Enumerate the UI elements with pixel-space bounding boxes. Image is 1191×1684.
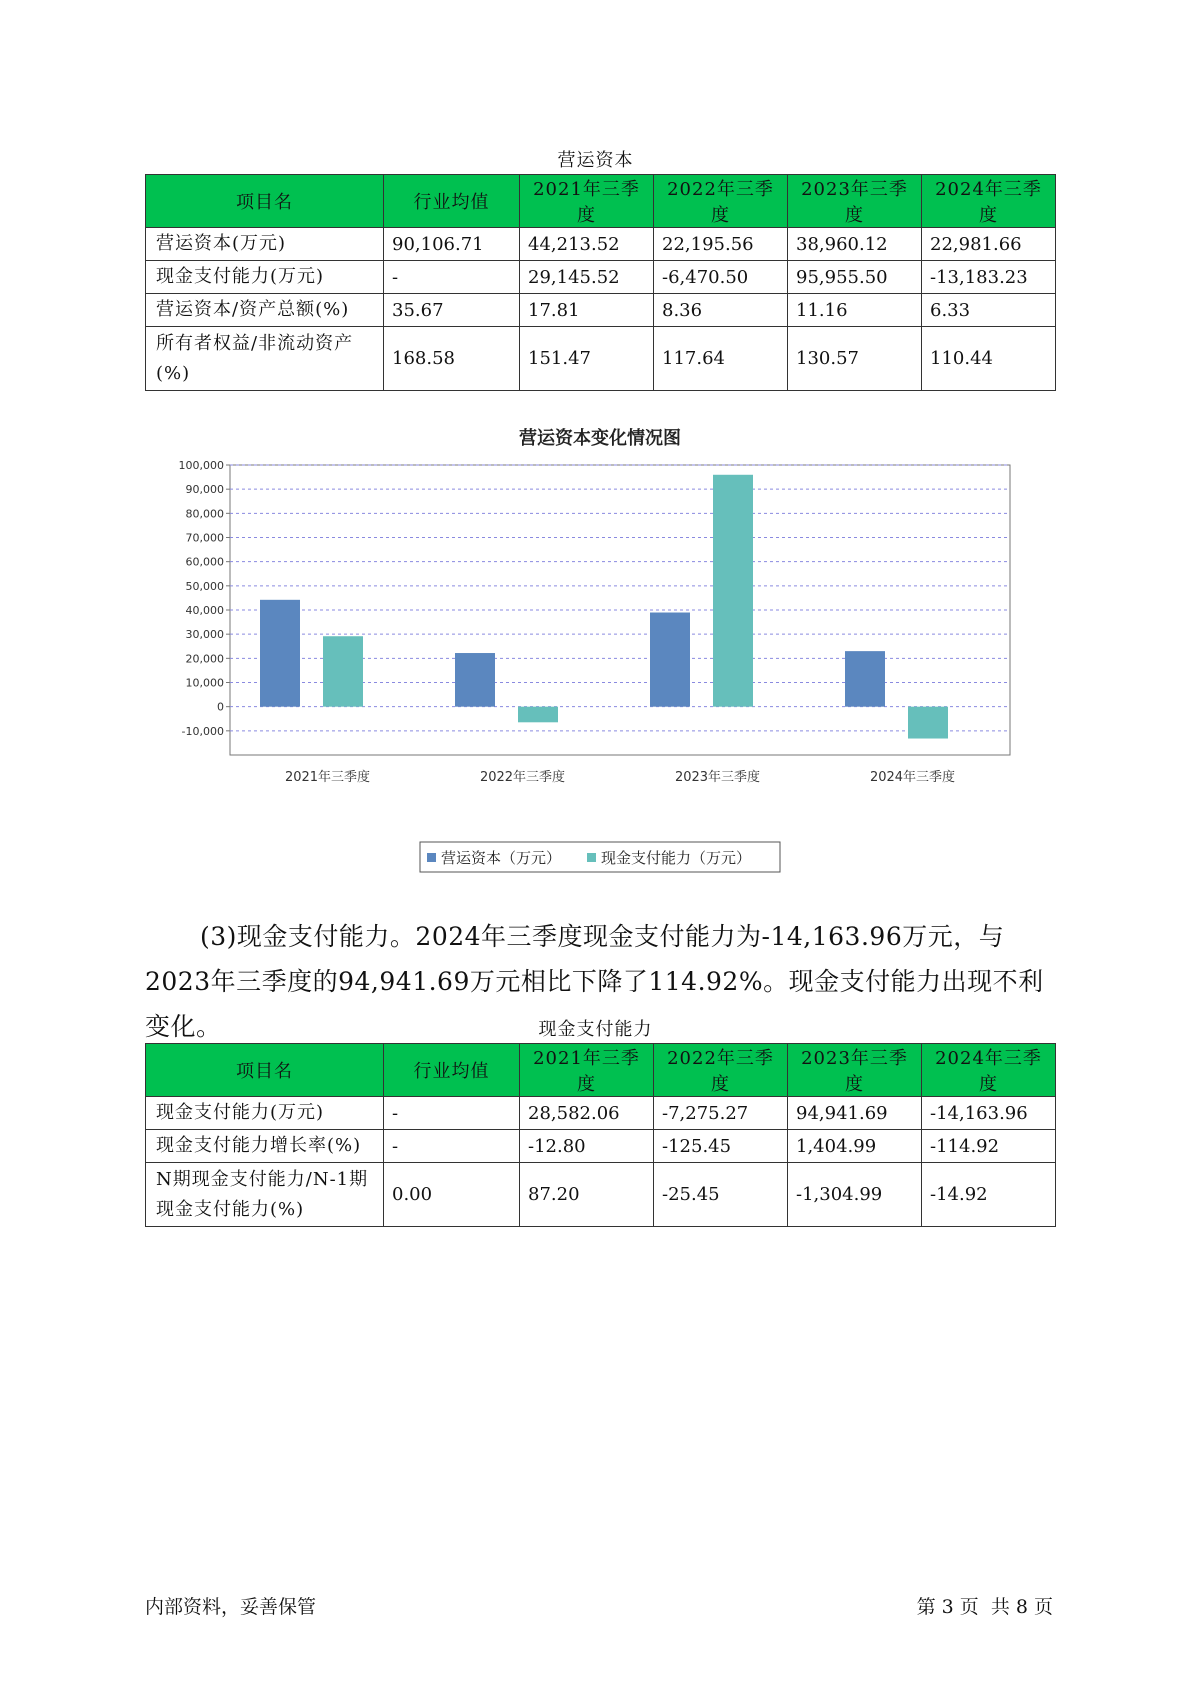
bar-cash-payment	[323, 636, 363, 706]
table-cell: -1,304.99	[788, 1163, 922, 1227]
header-cell: 2021年三季度	[520, 1044, 654, 1097]
header-cell: 2023年三季度	[788, 175, 922, 228]
table-cell: -25.45	[654, 1163, 788, 1227]
working-capital-chart	[145, 420, 1055, 880]
header-cell: 2022年三季度	[654, 1044, 788, 1097]
table-cell: 95,955.50	[788, 261, 922, 294]
legend-swatch-cash-payment	[587, 853, 596, 862]
table-cell: -7,275.27	[654, 1097, 788, 1130]
table-cell: -	[384, 1130, 520, 1163]
y-tick-label: -10,000	[181, 724, 224, 738]
bar-working-capital	[650, 613, 690, 707]
table-cell: -125.45	[654, 1130, 788, 1163]
header-cell: 项目名	[146, 175, 384, 228]
x-tick-label: 2022年三季度	[479, 770, 566, 785]
working-capital-table	[145, 174, 1056, 391]
table-cell: 90,106.71	[384, 228, 520, 261]
table-row	[146, 1130, 1056, 1163]
table-row	[146, 228, 1056, 261]
x-tick-label: 2023年三季度	[674, 770, 761, 785]
row-label: 现金支付能力(万元)	[146, 1097, 384, 1130]
bar-working-capital	[455, 653, 495, 707]
table-cell: 0.00	[384, 1163, 520, 1227]
table-cell: -	[384, 1097, 520, 1130]
chart-legend	[420, 842, 780, 872]
table-cell: 130.57	[788, 327, 922, 391]
table-cell: 22,981.66	[922, 228, 1056, 261]
header-cell: 项目名	[146, 1044, 384, 1097]
row-label: 所有者权益/非流动资产(%)	[146, 327, 384, 391]
table-cell: 35.67	[384, 294, 520, 327]
bar-working-capital	[260, 600, 300, 707]
table-cell: 6.33	[922, 294, 1056, 327]
bar-chart	[145, 420, 1055, 880]
footer-left: 内部资料，妥善保管	[145, 1596, 317, 1618]
row-label: N期现金支付能力/N-1期现金支付能力(%)	[146, 1163, 384, 1227]
row-label: 现金支付能力增长率(%)	[146, 1130, 384, 1163]
table-row	[146, 1163, 1056, 1227]
y-tick-label: 90,000	[185, 483, 224, 497]
table-row	[146, 327, 1056, 391]
y-tick-label: 100,000	[178, 459, 224, 472]
y-tick-label: 0	[217, 700, 224, 714]
analysis-paragraph: (3)现金支付能力。2024年三季度现金支付能力为-14,163.96万元，与2023年三季度的94,941.69万元相比下降了114.92%。现金支付能力出现不利变化。	[145, 922, 1044, 1041]
table2-caption: 现金支付能力	[538, 1019, 653, 1040]
bar-cash-payment	[908, 707, 948, 739]
y-tick-label: 70,000	[185, 531, 224, 545]
legend-label-working-capital: 营运资本（万元）	[441, 849, 562, 867]
table-cell: 44,213.52	[520, 228, 654, 261]
header-cell: 2021年三季度	[520, 175, 654, 228]
table-row	[146, 1097, 1056, 1130]
table-row	[146, 294, 1056, 327]
x-tick-label: 2024年三季度	[869, 770, 956, 785]
table-cell: 151.47	[520, 327, 654, 391]
row-label: 现金支付能力(万元)	[146, 261, 384, 294]
table-header-row	[146, 1044, 1056, 1097]
table-header-row	[146, 175, 1056, 228]
table-cell: -14.92	[922, 1163, 1056, 1227]
y-tick-label: 10,000	[185, 676, 224, 690]
table1-caption: 营运资本	[557, 150, 634, 171]
header-cell: 2023年三季度	[788, 1044, 922, 1097]
header-cell: 行业均值	[384, 175, 520, 228]
table-cell: -13,183.23	[922, 261, 1056, 294]
chart-title: 营运资本变化情况图	[519, 428, 681, 449]
header-cell: 2024年三季度	[922, 175, 1056, 228]
header-cell: 行业均值	[384, 1044, 520, 1097]
table-cell: -14,163.96	[922, 1097, 1056, 1130]
table-cell: 168.58	[384, 327, 520, 391]
y-tick-label: 30,000	[185, 628, 224, 642]
y-tick-label: 80,000	[185, 507, 224, 521]
bar-cash-payment	[518, 707, 558, 723]
table-cell: 117.64	[654, 327, 788, 391]
y-tick-label: 50,000	[185, 579, 224, 593]
table-cell: 94,941.69	[788, 1097, 922, 1130]
table-cell: -114.92	[922, 1130, 1056, 1163]
y-tick-label: 20,000	[185, 652, 224, 666]
table-cell: 29,145.52	[520, 261, 654, 294]
row-label: 营运资本/资产总额(%)	[146, 294, 384, 327]
table-cell: -	[384, 261, 520, 294]
table-cell: 17.81	[520, 294, 654, 327]
table-cell: 1,404.99	[788, 1130, 922, 1163]
header-cell: 2024年三季度	[922, 1044, 1056, 1097]
table-cell: 22,195.56	[654, 228, 788, 261]
y-tick-label: 40,000	[185, 604, 224, 617]
table-cell: 8.36	[654, 294, 788, 327]
table-cell: -12.80	[520, 1130, 654, 1163]
header-cell: 2022年三季度	[654, 175, 788, 228]
table-cell: 28,582.06	[520, 1097, 654, 1130]
legend-swatch-working-capital	[427, 853, 436, 862]
table-cell: 87.20	[520, 1163, 654, 1227]
y-tick-label: 60,000	[185, 555, 224, 569]
legend-label-cash-payment: 现金支付能力（万元）	[601, 849, 752, 867]
bar-cash-payment	[713, 475, 753, 707]
table-cell: -6,470.50	[654, 261, 788, 294]
x-tick-label: 2021年三季度	[284, 770, 371, 785]
table-cell: 11.16	[788, 294, 922, 327]
row-label: 营运资本(万元)	[146, 228, 384, 261]
footer-page-number: 第 3 页 共 8 页	[916, 1596, 1053, 1618]
cash-payment-table	[145, 1043, 1056, 1227]
plot-area	[179, 459, 1011, 785]
table-cell: 110.44	[922, 327, 1056, 391]
bar-working-capital	[845, 651, 885, 707]
table-cell: 38,960.12	[788, 228, 922, 261]
table-row	[146, 261, 1056, 294]
